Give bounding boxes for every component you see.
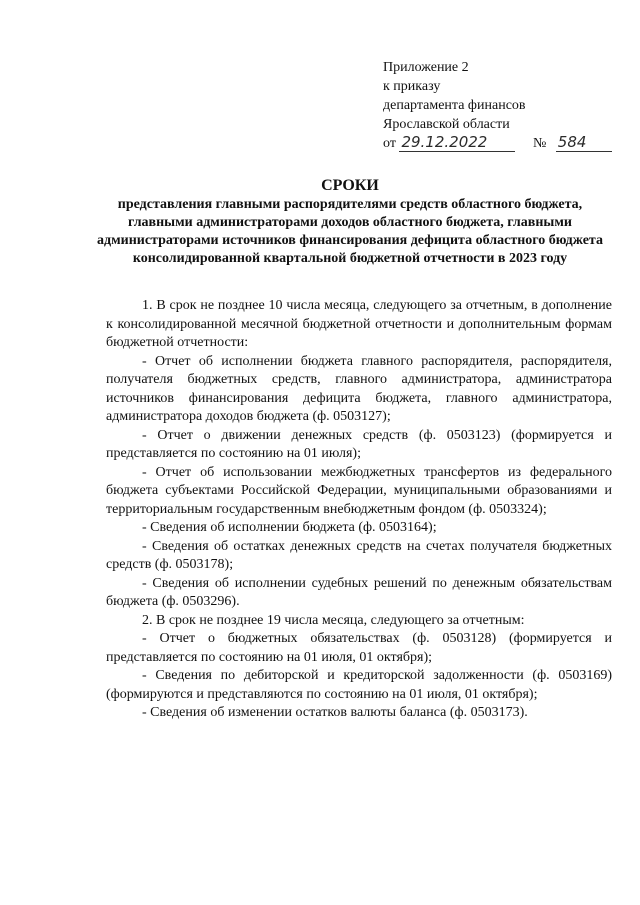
appendix-line-4: Ярославской области xyxy=(383,117,510,132)
title-heading: СРОКИ xyxy=(321,177,379,194)
from-label: от xyxy=(383,136,396,151)
number-label: № xyxy=(532,136,547,151)
document-title xyxy=(90,176,610,268)
paragraph: - Сведения об исполнении бюджета (ф. 0503164); xyxy=(142,520,437,535)
document-body xyxy=(106,297,612,723)
order-date-handwritten: 29.12.2022 xyxy=(399,134,515,152)
appendix-block xyxy=(383,58,613,153)
paragraph: - Отчет об исполнении бюджета главного распорядителя, распорядителя, получателя бюджетных средств, главного администратора, администратора источников финансирования дефицита бюджета, главного администратора, администратора доходов бюджета (ф. 0503127); xyxy=(106,353,612,424)
order-number-handwritten: 584 xyxy=(556,134,612,152)
paragraph: - Сведения по дебиторской и кредиторской задолженности (ф. 0503169) (формируются и представляются по состоянию на 01 июля, 01 октября); xyxy=(106,668,612,702)
paragraph: 1. В срок не позднее 10 числа месяца, следующего за отчетным, в дополнение к консолидированной месячной бюджетной отчетности и дополнительным формам бюджетной отчетности: xyxy=(106,298,612,350)
paragraph: - Сведения об исполнении судебных решений по денежным обязательствам бюджета (ф. 0503296). xyxy=(106,575,612,609)
appendix-line-2: к приказу xyxy=(383,79,441,94)
appendix-line-3: департамента финансов xyxy=(383,98,526,113)
title-subtitle: представления главными распорядителями средств областного бюджета, главными администраторами доходов областного бюджета, главными администраторами источников финансирования дефицита областного бюджета консолидированной квартальной бюджетной отчетности в 2023 году xyxy=(97,197,603,266)
paragraph: 2. В срок не позднее 19 числа месяца, следующего за отчетным: xyxy=(142,612,525,628)
paragraph: - Сведения об изменении остатков валюты баланса (ф. 0503173). xyxy=(142,705,528,720)
paragraph: - Сведения об остатках денежных средств на счетах получателя бюджетных средств (ф. 0503178); xyxy=(106,538,612,572)
paragraph: - Отчет об использовании межбюджетных трансфертов из федерального бюджета субъектами Российской Федерации, муниципальными образованиями и территориальным государственным внебюджетным фондом (ф. 0503324); xyxy=(106,464,612,517)
order-date-number-row xyxy=(383,134,613,153)
paragraph: - Отчет о движении денежных средств (ф. 0503123) (формируется и представляется по состоянию на 01 июля); xyxy=(106,427,612,461)
appendix-line-1: Приложение 2 xyxy=(383,60,469,75)
paragraph: - Отчет о бюджетных обязательствах (ф. 0503128) (формируется и представляется по состоянию на 01 июля, 01 октября); xyxy=(106,631,612,665)
